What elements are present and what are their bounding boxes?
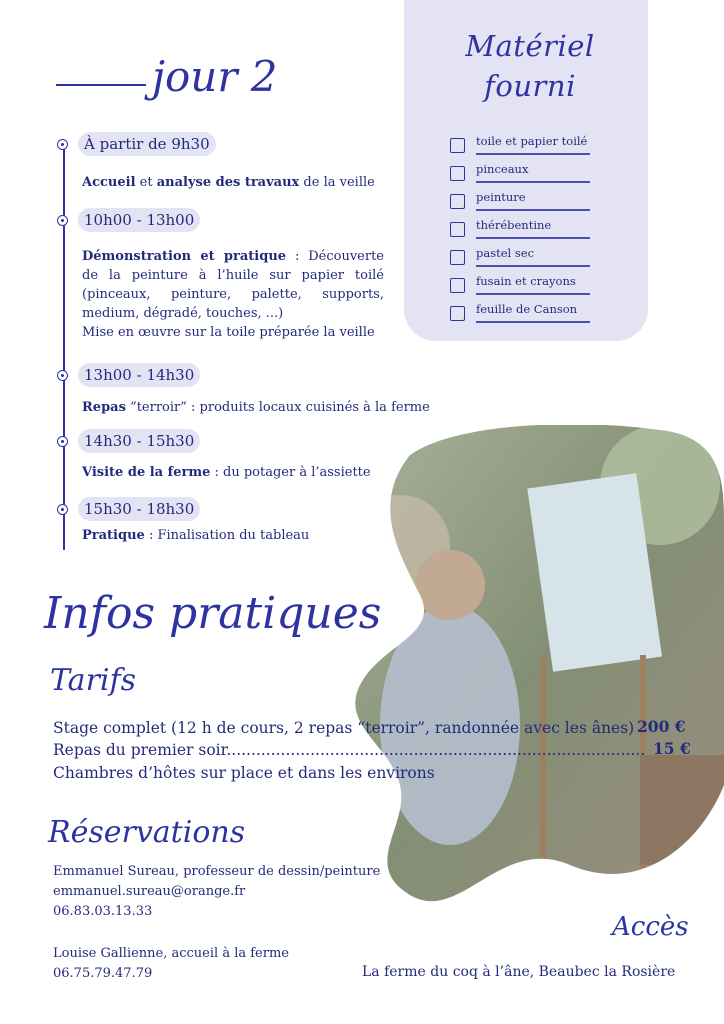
materiel-item-label: peinture (476, 190, 526, 204)
page-title: jour 2 (152, 52, 278, 101)
timeline-dot (57, 370, 68, 381)
contact-name: Louise Gallienne, accueil à la ferme (53, 946, 289, 961)
underline (476, 265, 590, 267)
materiel-title (460, 26, 600, 106)
materiel-item-label: fusain et crayons (476, 274, 576, 288)
materiel-list (450, 132, 590, 328)
contact-phone[interactable]: 06.75.79.47.79 (53, 966, 153, 981)
schedule-description: Repas “terroir” : produits locaux cuisinés à la ferme (82, 400, 430, 415)
materiel-item-label: toile et papier toilé (476, 134, 588, 148)
section-title-infos: Infos pratiques (44, 588, 382, 639)
time-badge: À partir de 9h30 (78, 132, 216, 156)
section-title-tarifs: Tarifs (50, 663, 137, 698)
tarif-price: 15 € (653, 739, 691, 758)
underline (476, 237, 590, 239)
contact-block (53, 862, 380, 922)
time-badge: 10h00 - 13h00 (78, 208, 200, 232)
contact-block (53, 944, 289, 984)
tarif-label: Chambres d’hôtes sur place et dans les environs (53, 764, 435, 782)
materiel-title-line2: fourni (484, 69, 576, 103)
checkbox[interactable] (450, 250, 465, 265)
materiel-item-label: pastel sec (476, 246, 535, 260)
timeline-dot (57, 215, 68, 226)
table-shape (640, 755, 724, 865)
timeline-line (63, 145, 65, 550)
materiel-item[interactable] (450, 244, 590, 272)
time-badge: 14h30 - 15h30 (78, 429, 200, 453)
checkbox[interactable] (450, 138, 465, 153)
schedule-description: Pratique : Finalisation du tableau (82, 528, 310, 543)
contact-name: Emmanuel Sureau, professeur de dessin/peinture (53, 864, 381, 879)
materiel-item[interactable] (450, 216, 590, 244)
materiel-item[interactable] (450, 160, 590, 188)
section-title-reservations: Réservations (48, 815, 246, 850)
time-badge: 13h00 - 14h30 (78, 363, 200, 387)
tarif-label: Stage complet (12 h de cours, 2 repas “terroir”, randonnée avec les ânes) (53, 719, 635, 737)
underline (476, 209, 590, 211)
time-badge: 15h30 - 18h30 (78, 497, 200, 521)
painting-photo (340, 425, 724, 925)
materiel-item[interactable] (450, 300, 590, 328)
underline (476, 321, 590, 323)
tarif-price: 200 € (637, 717, 686, 736)
timeline-dot (57, 504, 68, 515)
head-shape (415, 550, 485, 620)
checkbox[interactable] (450, 222, 465, 237)
checkbox[interactable] (450, 194, 465, 209)
section-title-acces: Accès (612, 912, 689, 942)
materiel-item-label: feuille de Canson (476, 302, 578, 316)
materiel-item-label: pinceaux (476, 162, 529, 176)
materiel-item[interactable] (450, 272, 590, 300)
contact-email[interactable]: emmanuel.sureau@orange.fr (53, 884, 246, 899)
contact-phone[interactable]: 06.83.03.13.33 (53, 904, 153, 919)
checkbox[interactable] (450, 166, 465, 181)
acces-address: La ferme du coq à l’âne, Beaubec la Rosière (362, 964, 676, 980)
schedule-description: Accueil et analyse des travaux de la veille (82, 175, 375, 190)
underline (476, 181, 590, 183)
checkbox[interactable] (450, 278, 465, 293)
underline (476, 153, 590, 155)
easel-leg (540, 655, 546, 885)
materiel-item[interactable] (450, 132, 590, 160)
tarif-label: Repas du premier soir..................................................................................... (53, 741, 646, 759)
underline (476, 293, 590, 295)
materiel-title-line1: Matériel (465, 29, 595, 63)
materiel-item[interactable] (450, 188, 590, 216)
timeline-dot (57, 436, 68, 447)
checkbox[interactable] (450, 306, 465, 321)
materiel-item-label: thérébentine (476, 218, 552, 232)
timeline-dot (57, 139, 68, 150)
schedule-description: Visite de la ferme : du potager à l’assiette (82, 465, 371, 480)
heading-rule (56, 84, 146, 86)
schedule-description: Démonstration et pratique : Découverte de la peinture à l’huile sur papier toilé (pinceaux, peinture, palette, supports, medium, dégradé, touches, ...) Mise en œuvre sur la toile préparée la veille (82, 249, 384, 340)
